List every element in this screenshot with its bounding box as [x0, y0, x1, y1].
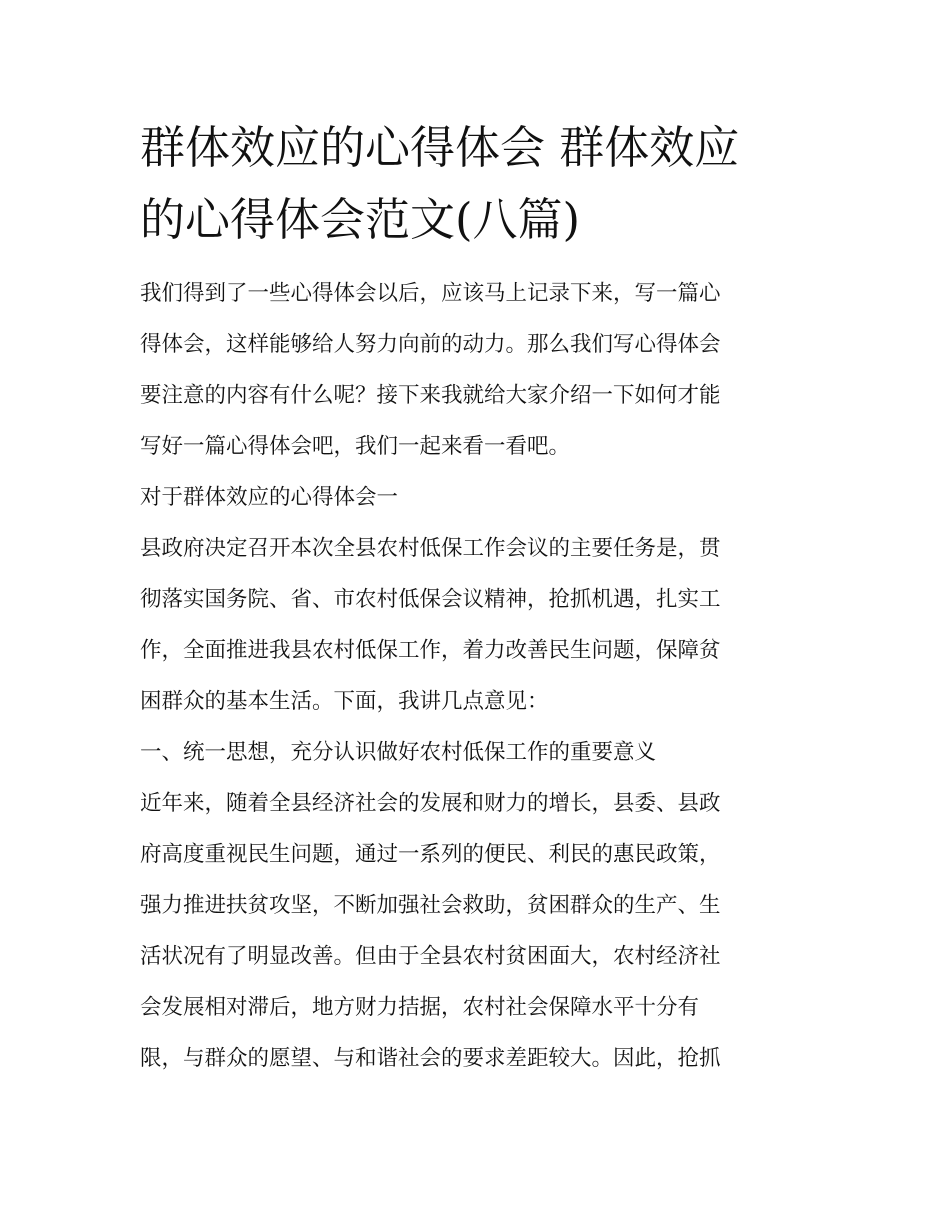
- document-title: [140, 112, 812, 256]
- body-line: 作，全面推进我县农村低保工作，着力改善民生问题，保障贫: [140, 638, 721, 663]
- body-line: 强力推进扶贫攻坚，不断加强社会救助，贫困群众的生产、生: [140, 893, 721, 918]
- body-line: 得体会，这样能够给人努力向前的动力。那么我们写心得体会: [140, 332, 721, 357]
- body-line: 近年来，随着全县经济社会的发展和财力的增长，县委、县政: [140, 791, 721, 816]
- body-line: 县政府决定召开本次全县农村低保工作会议的主要任务是，贯: [140, 536, 721, 561]
- body-line: 彻落实国务院、省、市农村低保会议精神，抢抓机遇，扎实工: [140, 587, 721, 612]
- body-line: 写好一篇心得体会吧，我们一起来看一看吧。: [140, 434, 571, 459]
- document-body: [140, 268, 812, 1084]
- section-heading: 一、统一思想，充分认识做好农村低保工作的重要意义: [140, 740, 657, 765]
- body-line: 困群众的基本生活。下面，我讲几点意见：: [140, 689, 549, 714]
- title-line-2: 的心得体会范文(八篇): [140, 193, 581, 246]
- body-line: 会发展相对滞后，地方财力拮据，农村社会保障水平十分有: [140, 995, 700, 1020]
- section-heading: 对于群体效应的心得体会一: [140, 485, 399, 510]
- body-line: 活状况有了明显改善。但由于全县农村贫困面大，农村经济社: [140, 944, 721, 969]
- body-line: 我们得到了一些心得体会以后，应该马上记录下来，写一篇心: [140, 281, 721, 306]
- body-line: 限，与群众的愿望、与和谐社会的要求差距较大。因此，抢抓: [140, 1046, 721, 1071]
- document-content: [140, 112, 812, 1084]
- body-line: 要注意的内容有什么呢？接下来我就给大家介绍一下如何才能: [140, 383, 721, 408]
- body-line: 府高度重视民生问题，通过一系列的便民、利民的惠民政策，: [140, 842, 721, 867]
- title-line-1: 群体效应的心得体会 群体效应: [140, 121, 740, 174]
